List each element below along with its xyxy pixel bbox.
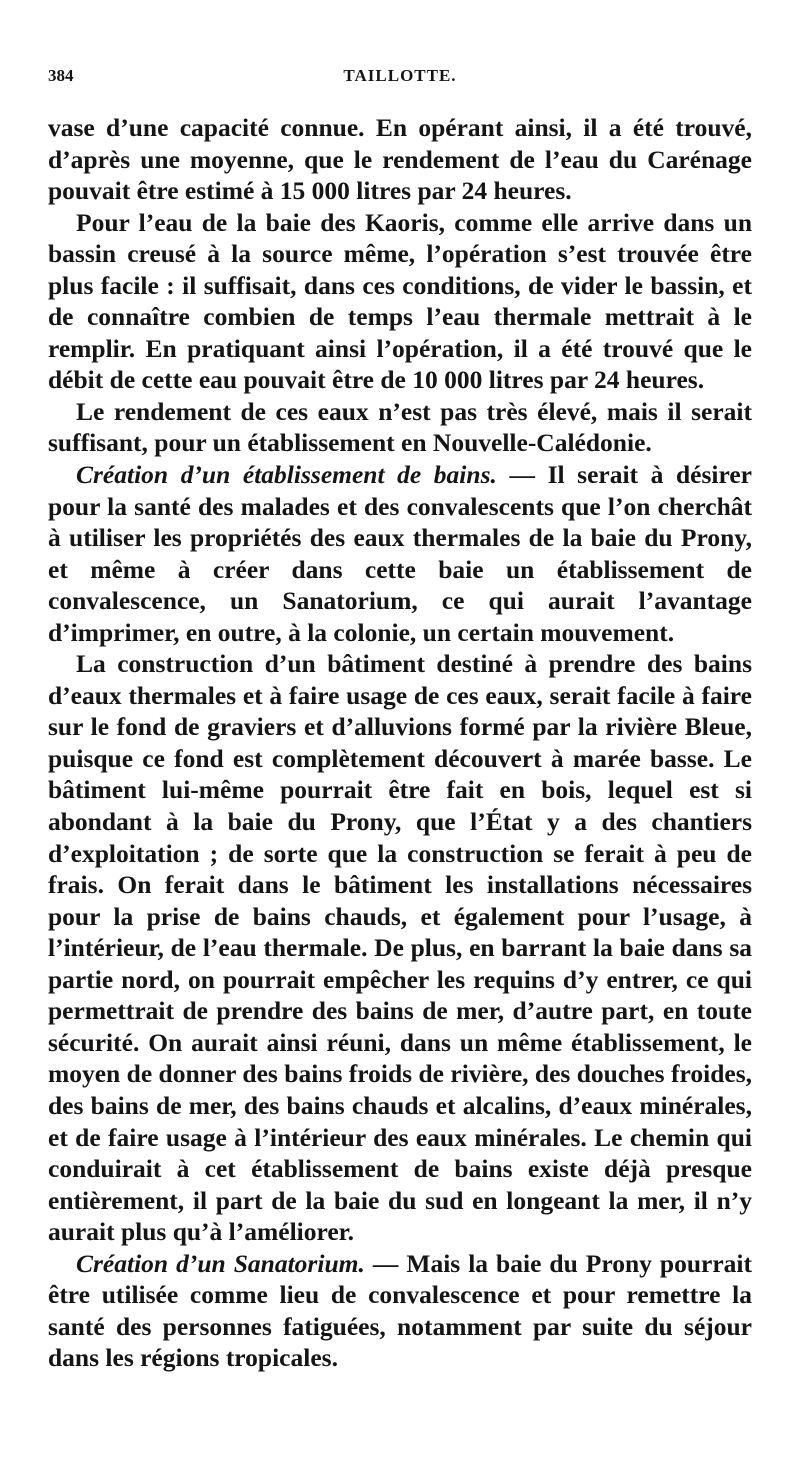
paragraph-text: Pour l’eau de la baie des Kaoris, comme elle arrive dans un bassin creusé à la source même, l’opération s’est trouvée être plus facile : il suffisait, dans ces conditions, de vider le bassin, et de connaître combien de temps l’eau thermale mettrait à le remplir. En pratiquant ainsi l’opération, il a été trouvé que le débit de cette eau pouvait être de 10 000 litres par 24 heures. xyxy=(48,207,752,395)
running-title: TAILLOTTE. xyxy=(343,66,457,85)
paragraph-text: — Il serait à désirer pour la santé des malades et des convalescents que l’on cherchât à utiliser les propriétés des eaux thermales de la baie du Prony, et même à créer dans cette baie un établissement de convalescence, un Sanatorium, ce qui aurait l’avantage d’imprimer, en outre, à la colonie, un certain mouvement. xyxy=(48,460,752,647)
page-number: 384 xyxy=(48,66,74,85)
page-header xyxy=(48,66,752,90)
paragraph xyxy=(48,112,752,207)
body-text xyxy=(48,112,752,1374)
section-heading: Création d’un établissement de bains. xyxy=(76,460,497,490)
section-heading: Création d’un Sanatorium. xyxy=(76,1248,365,1278)
paragraph-text: — Mais la baie du Prony pourrait être utilisée comme lieu de convalescence et pour remettre la santé des personnes fatiguées, notamment par suite du séjour dans les régions tropicales. xyxy=(48,1248,752,1373)
paragraph xyxy=(48,396,752,459)
paragraph xyxy=(48,648,752,1247)
paragraph xyxy=(48,207,752,396)
paragraph-text: vase d’une capacité connue. En opérant ainsi, il a été trouvé, d’après une moyenne, que le rendement de l’eau du Carénage pouvait être estimé à 15 000 litres par 24 heures. xyxy=(48,113,752,206)
paragraph xyxy=(48,1248,752,1374)
paragraph xyxy=(48,459,752,648)
paragraph-text: La construction d’un bâtiment destiné à prendre des bains d’eaux thermales et à faire usage de ces eaux, serait facile à faire sur le fond de graviers et d’alluvions formé par la rivière Bleue, puisque ce fond est complètement découvert à marée basse. Le bâtiment lui-même pourrait être fait en bois, lequel est si abondant à la baie du Prony, que l’État y a des chantiers d’exploitation ; de sorte que la construction se ferait à peu de frais. On ferait dans le bâtiment les installations nécessaires pour la prise de bains chauds, et également pour l’usage, à l’intérieur, de l’eau thermale. De plus, en barrant la baie dans sa partie nord, on pourrait empêcher les requins d’y entrer, ce qui permettrait de prendre des bains de mer, d’autre part, en toute sécurité. On aurait ainsi réuni, dans un même établissement, le moyen de donner des bains froids de rivière, des douches froides, des bains de mer, des bains chauds et alcalins, d’eaux minérales, et de faire usage à l’intérieur des eaux minérales. Le chemin qui conduirait à cet établissement de bains existe déjà presque entièrement, il part de la baie du sud en longeant la mer, il n’y aurait plus qu’à l’améliorer. xyxy=(48,649,752,1247)
paragraph-text: Le rendement de ces eaux n’est pas très élevé, mais il serait suffisant, pour un établissement en Nouvelle-Calédonie. xyxy=(48,396,752,458)
